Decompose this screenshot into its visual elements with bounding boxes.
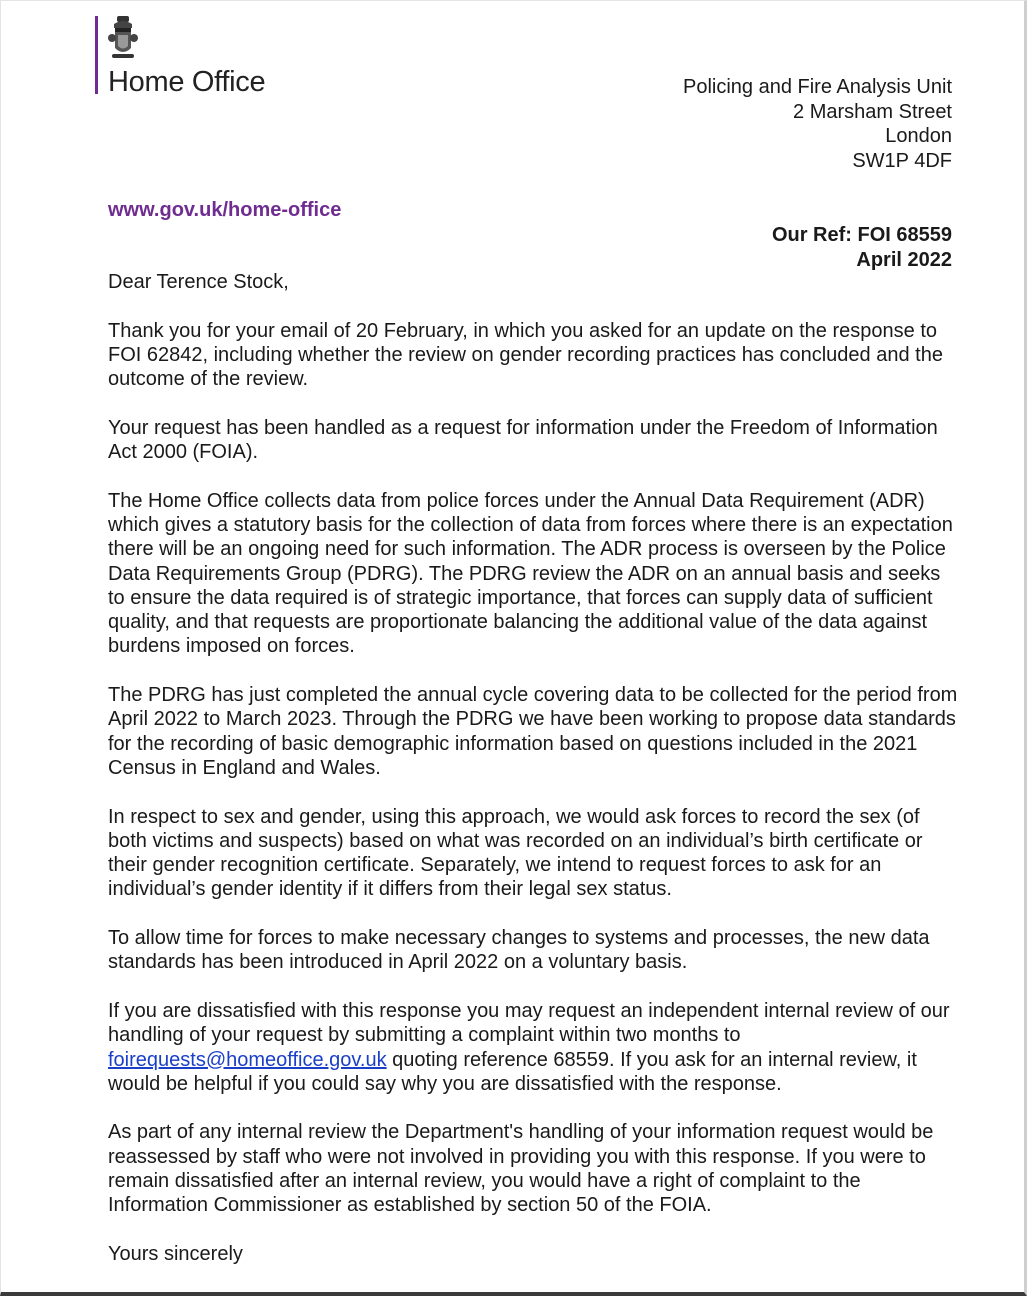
paragraph: In respect to sex and gender, using this approach, we would ask forces to record the sex (of both victims and suspects) based on what was recorded on an individual’s birth certificate or their gender recognition certificate. Separately, we intend to request forces to ask for an individual’s gender identity if it differs from their legal sex status. [108,805,923,901]
paragraph-text: quoting reference 68559. If you ask for an internal review, it would be helpful if you could say why you are dissatisfied with the response. [108,1048,917,1095]
letter-body [108,270,958,1290]
paragraph: Thank you for your email of 20 February, in which you asked for an update on the response to FOI 62842, including whether the review on gender recording practices has concluded and the outcome of the review. [108,319,943,391]
address-line: SW1P 4DF [852,149,952,172]
address-line: Policing and Fire Analysis Unit [682,76,952,98]
reference-number: Our Ref: FOI 68559 [771,224,952,246]
paragraph [108,999,958,1096]
sender-address [683,75,952,173]
website-link[interactable]: www.gov.uk/home-office [108,199,342,221]
paragraph: The Home Office collects data from police forces under the Annual Data Requirement (ADR) which gives a statutory basis for the collection of data from forces where there is an expectation there will be an ongoing need for such information. The ADR process is overseen by the Police Data Requirements Group (PDRG). The PDRG review the ADR on an annual basis and seeks to ensure the data required is of strategic importance, that forces can supply data of sufficient quality, and that requests are proportionate balancing the additional value of the data against burdens imposed on forces. [108,489,953,658]
royal-crest-icon [106,14,140,66]
logo-divider [95,16,98,94]
address-line: 2 Marsham Street [793,100,952,123]
organisation-name: Home Office [108,66,266,98]
closing: Yours sincerely [108,1242,243,1265]
paragraph: To allow time for forces to make necessary changes to systems and processes, the new data standards has been introduced in April 2022 on a voluntary basis. [108,927,930,974]
reference-block [772,223,952,273]
paragraph: Your request has been handled as a request for information under the Freedom of Information Act 2000 (FOIA). [108,416,938,464]
paragraph: As part of any internal review the Department's handling of your information request would be reassessed by staff who were not involved in providing you with this response. If you were to remain dissatisfied after an internal review, you would have a right of complaint to the Information Commissioner as established by section 50 of the FOIA. [108,1121,934,1217]
paragraph-text: If you are dissatisfied with this response you may request an independent internal review of our handling of your request by submitting a complaint within two months to [108,999,950,1047]
letter-date: April 2022 [856,249,952,271]
paragraph: The PDRG has just completed the annual cycle covering data to be collected for the period from April 2022 to March 2023. Through the PDRG we have been working to propose data standards for the recording of basic demographic information based on questions included in the 2021 Census in England and Wales. [108,684,958,779]
address-line: London [885,125,952,147]
email-link[interactable]: foirequests@homeoffice.gov.uk [108,1048,387,1071]
salutation: Dear Terence Stock, [108,271,289,293]
